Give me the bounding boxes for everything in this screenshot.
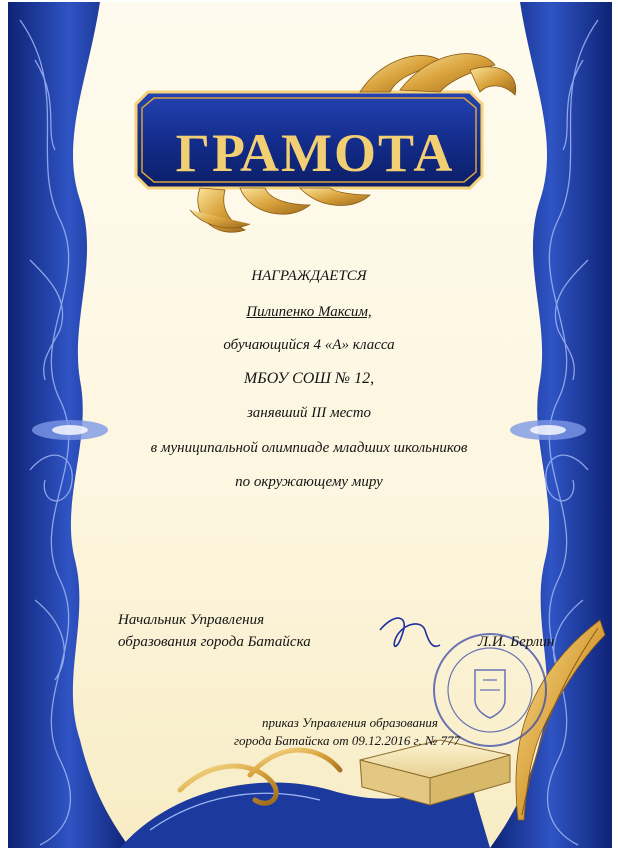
grade-line: обучающийся 4 «А» класса: [223, 337, 395, 353]
order-line1: приказ Управления образования: [262, 715, 438, 730]
event-line: в муниципальной олимпиаде младших школьников: [150, 440, 468, 456]
school-line: МБОУ СОШ № 12,: [243, 370, 375, 387]
subject-line: по окружающему миру: [235, 474, 383, 490]
recipient-name: Пилипенко Максим,: [246, 304, 372, 320]
signatory-name: Л.И. Берлин: [478, 634, 555, 650]
order-line2: города Батайска от 09.12.2016 г. № 777: [233, 733, 460, 748]
signatory-position-line1: Начальник Управления: [118, 612, 265, 628]
place-line: занявший III место: [246, 405, 372, 421]
awarded-heading: НАГРАЖДАЕТСЯ: [251, 268, 367, 284]
signatory-position-line2: образования города Батайска: [118, 634, 311, 650]
certificate-title: ГРАМОТА: [175, 123, 455, 183]
